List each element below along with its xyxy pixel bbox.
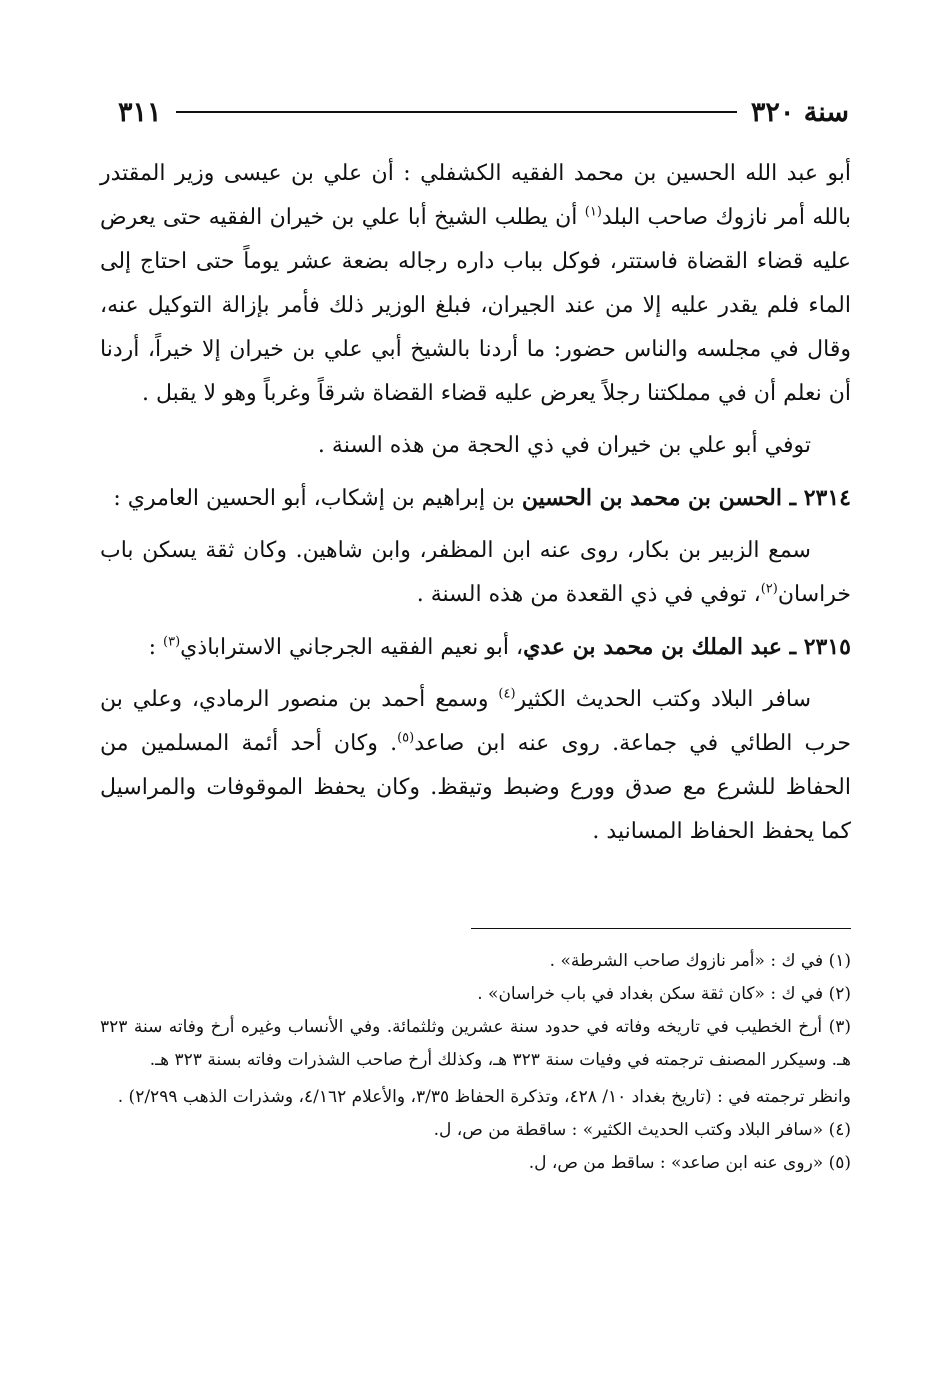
running-head-year: سنة ٣٢٠ <box>750 96 849 128</box>
footnote-3-continuation: وانظر ترجمته في : (تاريخ بغداد ١٠/ ٤٢٨، وتذكرة الحفاظ ٣/٣٥، والأعلام ٤/١٦٢، وشذرات الذهب ٢/٢٩٩) . <box>117 1087 851 1107</box>
footnote-separator <box>471 928 851 929</box>
header-rule <box>176 111 737 113</box>
paragraph-death-note: توفي أبو علي بن خيران في ذي الحجة من هذه السنة . <box>317 433 811 458</box>
footnote-2: (٢) في ك : «كان ثقة سكن بغداد في باب خراسان» . <box>477 984 851 1004</box>
entry-number: ٢٣١٤ ـ <box>781 485 851 511</box>
entry-name: عبد الملك بن محمد بن عدي <box>523 634 782 660</box>
paragraph-entry-2315: سافر البلاد وكتب الحديث الكثير$^{(٤)}$ وسمع أحمد بن منصور الرمادي، وعلي بن حرب الطائي في جماعة. روى عنه ابن صاعد$^{(٥)}$. وكان أحد أئمة المسلمين من الحفاظ للشرع مع صدق وورع وضبط وتيقظ. وكان يحفظ الموقوفات والمراسيل كما يحفظ الحفاظ المسانيد . <box>100 686 851 844</box>
entry-heading-2315: ٢٣١٥ ـ عبد الملك بن محمد بن عدي، أبو نعيم الفقيه الجرجاني الاستراباذي$^{(٣)}$ : <box>148 634 851 660</box>
footnote-3: (٣) أرخ الخطيب في تاريخه وفاته في حدود سنة عشرين وثلثمائة. وفي الأنساب وغيره أرخ وفاته سنة ٣٢٣ هـ. وسيكرر المصنف ترجمته في وفيات سنة ٣٢٣ هـ، وكذلك أرخ صاحب الشذرات وفاته بسنة ٣٢٣ هـ. <box>100 1017 851 1070</box>
footnote-ref: (٤) <box>498 686 516 702</box>
page-header <box>118 92 849 132</box>
paragraph-continuation: أبو عبد الله الحسين بن محمد الفقيه الكشفلي : أن علي بن عيسى وزير المقتدر بالله أمر نازوك صاحب البلد$^{(١)}$ أن يطلب الشيخ أبا علي بن خيران الفقيه حتى يعرض عليه قضاء القضاة فاستتر، فوكل بباب داره رجاله بضعة عشر يوماً حتى احتاج إلى الماء فلم يقدر عليه إلا من عند الجيران، فبلغ الوزير ذلك فأمر بإزالة التوكيل عنه، وقال في مجلسه والناس حضور: ما أردنا بالشيخ أبي علي بن خيران إلا خيراً، أردنا أن نعلم أن في مملكتنا رجلاً يعرض عليه قضاء القضاة شرقاً وغرباً وهو لا يقبل . <box>100 161 852 406</box>
main-text <box>100 152 851 854</box>
footnotes <box>100 945 851 1180</box>
page-number: ٣١١ <box>118 96 162 128</box>
entry-name: الحسن بن محمد بن الحسين <box>521 485 782 511</box>
footnote-ref: (١) <box>584 204 602 220</box>
footnote-ref: (٥) <box>397 730 415 746</box>
footnote-5: (٥) «روى عنه ابن صاعد» : ساقط من ص، ل. <box>528 1153 851 1173</box>
paragraph-entry-2314: سمع الزبير بن بكار، روى عنه ابن المظفر، وابن شاهين. وكان ثقة يسكن باب خراسان$^{(٢)}$، توفي في ذي القعدة من هذه السنة . <box>100 538 851 607</box>
footnote-1: (١) في ك : «أمر نازوك صاحب الشرطة» . <box>549 951 851 971</box>
footnote-4: (٤) «سافر البلاد وكتب الحديث الكثير» : ساقطة من ص، ل. <box>433 1120 851 1140</box>
entry-number: ٢٣١٥ ـ <box>781 634 851 660</box>
footnote-ref: (٢) <box>760 581 778 597</box>
footnote-ref: (٣) <box>163 634 181 650</box>
entry-heading-2314: ٢٣١٤ ـ الحسن بن محمد بن الحسين بن إبراهيم بن إشكاب، أبو الحسين العامري : <box>113 485 851 511</box>
